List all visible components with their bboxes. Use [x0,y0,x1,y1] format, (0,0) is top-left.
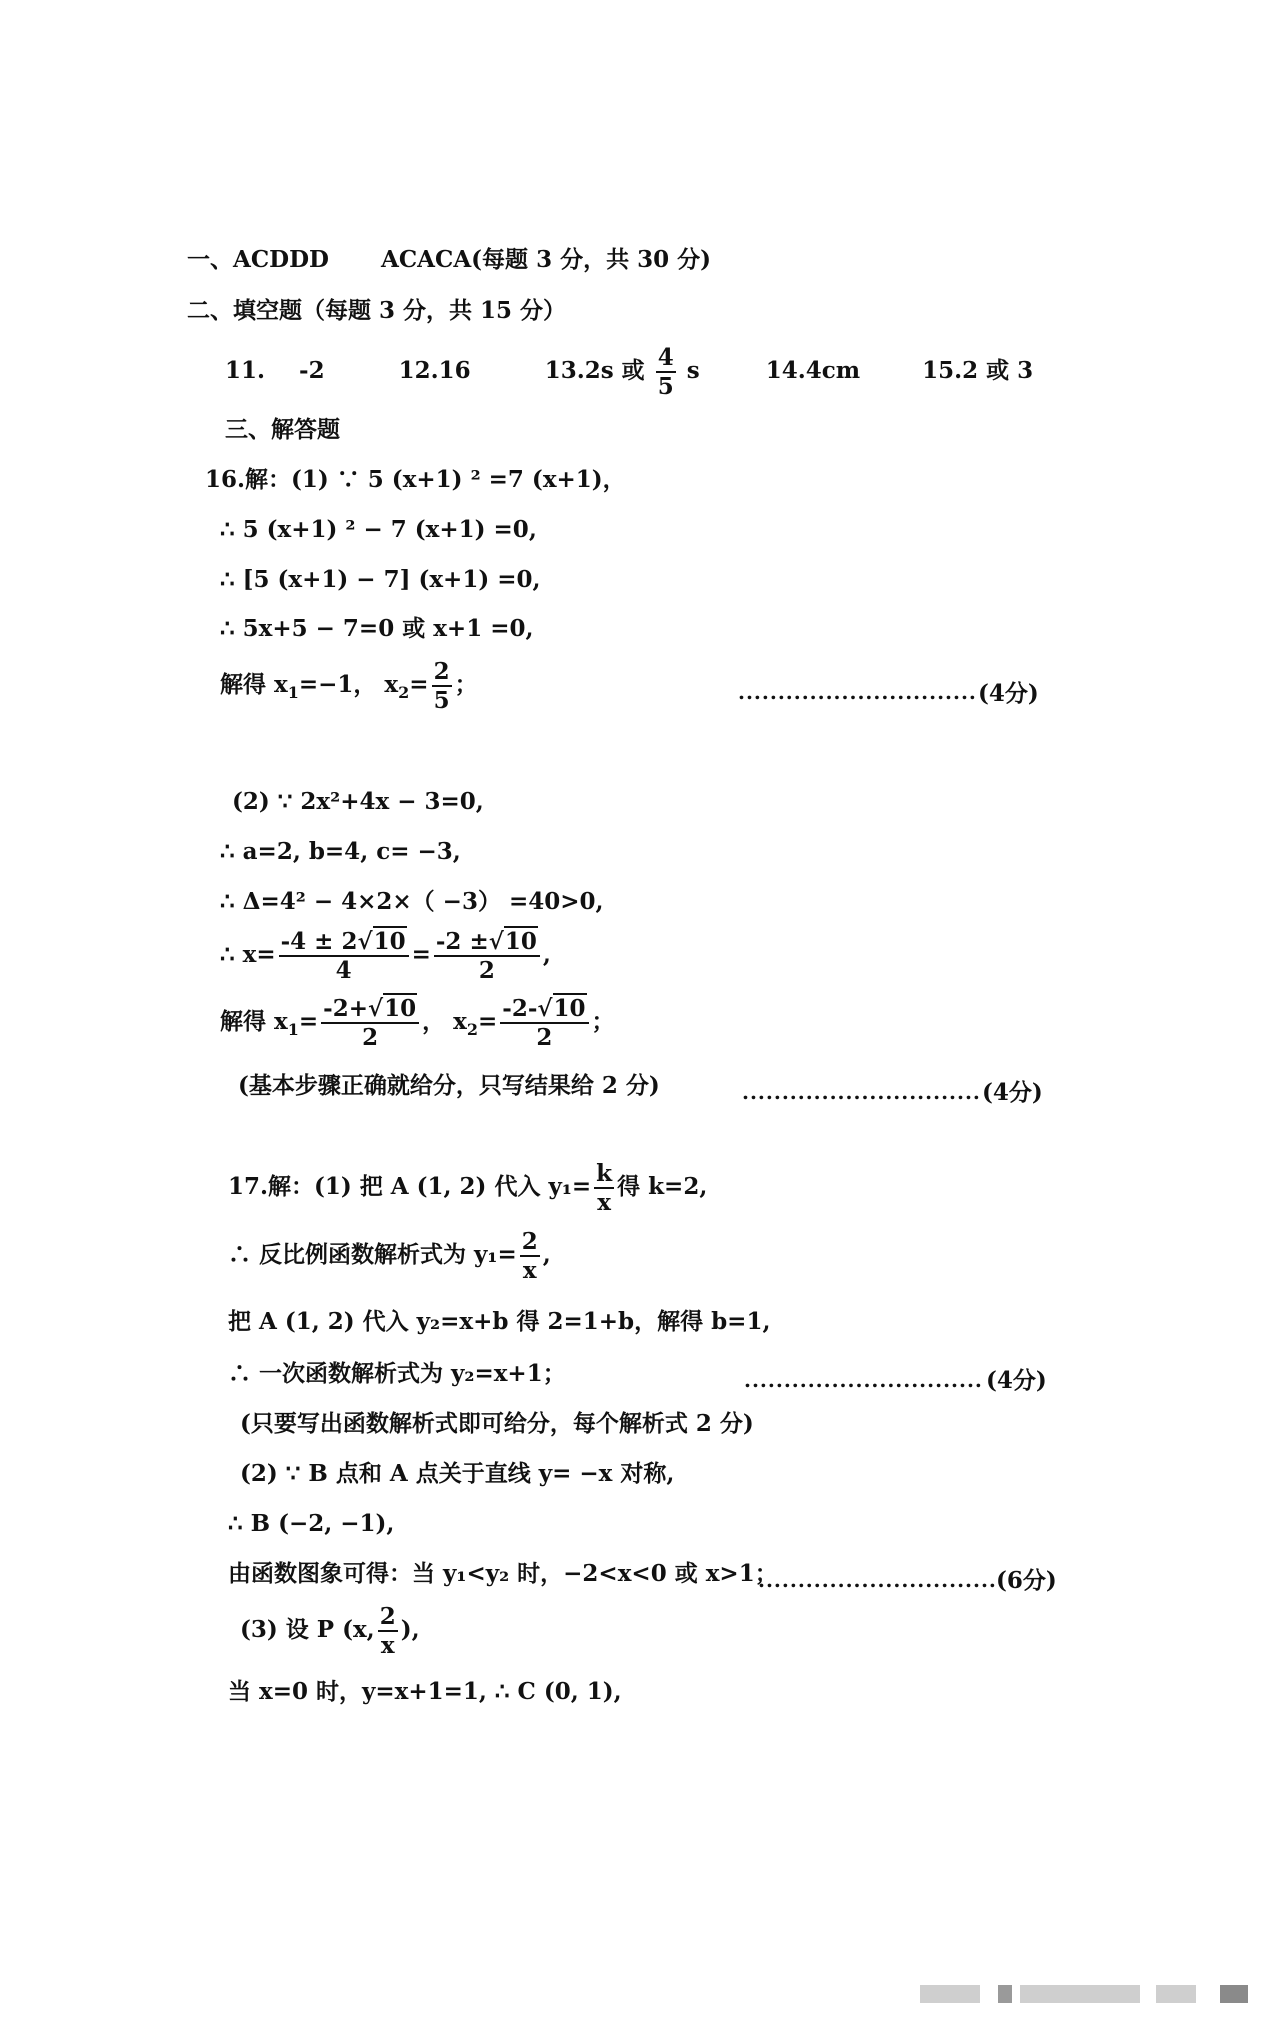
part1-line [187,248,711,271]
q17-line4: ∴ 一次函数解析式为 y₂=x+1； [228,1360,566,1387]
q17-part3-line1: (3) 设 P (x, $\frac{2}{x}$ ), [240,1603,420,1659]
q16-root-fraction1: $\frac{-4 \pm 2√10}{4}$ [279,930,409,982]
part1-answers-b: ACACA(每题 3 分，共 30 分) [381,246,711,273]
q17-line1: 17.解：(1) 把 A (1, 2) 代入 y₁= $\frac{k}{x}$ 得 k=2, [228,1160,708,1216]
q13-numerator: 4 [657,344,674,371]
q13-prefix: 13.2s 或 [544,357,645,384]
q17-note: (只要写出函数解析式即可给分，每个解析式 2 分) [240,1410,754,1437]
q16-line4: ∴ 5x+5 − 7=0 或 x+1 =0, [220,615,534,642]
q17-points2: (6分) [996,1567,1057,1594]
q16-root-fraction2: $\frac{-2 \pm√10}{2}$ [434,930,540,982]
q16-part2-line5: 解得 $x_1=$ $\frac{-2+√10}{2}$ ， $x_2=$ $\frac{-2-√10}{2}$ ； [220,995,615,1051]
q17-k-fraction: $\frac{k}{x}$ [596,1160,613,1216]
q17-dots1: .............................. [744,1368,983,1392]
q16-x1-fraction: $\frac{-2+√10}{2}$ [321,997,419,1049]
q13-unit: s [686,357,700,384]
q12-answer: 12.16 [398,357,471,384]
scan-watermark [920,1985,1250,2003]
q16-line1: 16.解：(1) ∵ 5 (x+1) ² =7 (x+1)， [205,466,626,493]
sqrt-icon: √ [367,995,384,1022]
part2-answers [225,346,1033,398]
sqrt-icon: √ [488,928,504,955]
q13-fraction [656,346,676,398]
sqrt-icon: √ [537,995,553,1022]
q17-p-fraction: $\frac{2}{x}$ [379,1603,396,1659]
part3-title: 三、解答题 [225,416,340,443]
q15-answer: 15.2 或 3 [922,357,1034,384]
q11-label: 11. [225,357,266,384]
q17-line3: 把 A (1, 2) 代入 y₂=x+b 得 2=1+b，解得 b=1, [228,1308,771,1335]
q17-y1-fraction: $\frac{2}{x}$ [521,1228,538,1284]
q17-points1: (4分) [986,1367,1047,1394]
q16-x2-root-fraction: $\frac{-2-√10}{2}$ [500,997,588,1049]
q16-part2-line1: (2) ∵ 2x²+4x − 3=0, [232,788,484,815]
q16-part2-line4: ∴ x= $\frac{-4 \pm 2√10}{4}$ = $\frac{-2 \pm√10}{2}$ , [220,928,551,984]
q16-line5: 解得 $x_1=-1$， $x_2=$ $\frac{2}{5}$ ； [220,658,478,714]
q16-dots2: .............................. [742,1080,981,1104]
q16-x2-fraction: $\frac{2}{5}$ [433,658,450,714]
q17-part2-line2: ∴ B (−2, −1), [228,1510,395,1537]
q16-line3: ∴ [5 (x+1) − 7] (x+1) =0, [220,566,541,593]
q16-part2-line2: ∴ a=2, b=4, c= −3, [220,838,461,865]
sqrt-icon: √ [357,928,373,955]
q17-part3-line2: 当 x=0 时，y=x+1=1, ∴ C (0, 1), [228,1678,622,1705]
q16-part2-line3: ∴ Δ=4² − 4×2×（ −3） =40>0, [220,888,604,915]
q11-value: -2 [299,357,325,384]
q17-dots2: .............................. [758,1568,997,1592]
part1-answers-a: 一、ACDDD [187,246,329,273]
q16-line2: ∴ 5 (x+1) ² − 7 (x+1) =0, [220,516,537,543]
q13-denominator: 5 [657,373,674,400]
q17-part2-line1: (2) ∵ B 点和 A 点关于直线 y= −x 对称, [240,1460,675,1487]
q16-dots1: .............................. [738,680,977,704]
q16-note: (基本步骤正确就给分，只写结果给 2 分) [238,1072,660,1099]
part2-title: 二、填空题（每题 3 分，共 15 分） [187,297,567,324]
q14-answer: 14.4cm [765,357,861,384]
q16-points2: (4分) [982,1079,1043,1106]
q17-line2: ∴ 反比例函数解析式为 y₁= $\frac{2}{x}$ , [228,1228,551,1284]
q16-points1: (4分) [978,680,1039,707]
q17-part2-line3: 由函数图象可得：当 y₁<y₂ 时，−2<x<0 或 x>1； [228,1560,778,1587]
